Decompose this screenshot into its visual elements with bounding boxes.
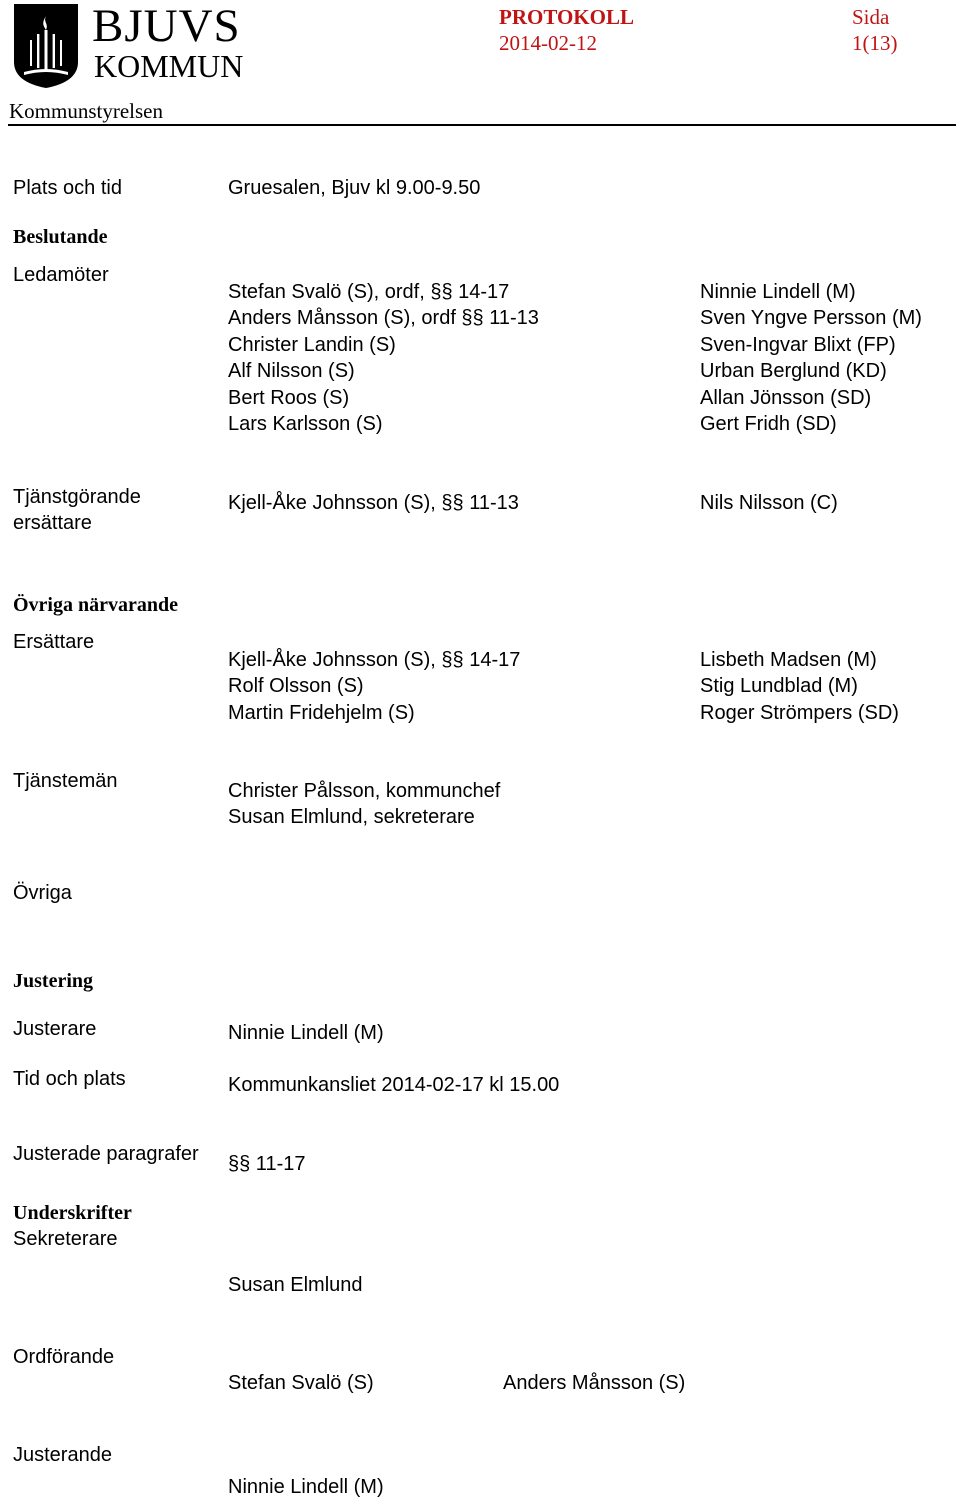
justerare-label: Justerare — [13, 1018, 97, 1040]
justerande-name: Ninnie Lindell (M) — [228, 1476, 384, 1498]
list-item: Bert Roos (S) — [228, 386, 350, 409]
ordforande-name-1: Stefan Svalö (S) — [228, 1372, 374, 1394]
ersattare-label: Ersättare — [13, 631, 95, 653]
beslutande-heading: Beslutande — [13, 226, 108, 248]
tid-och-plats-value: Kommunkansliet 2014-02-17 kl 15.00 — [228, 1074, 560, 1096]
tjanstgorande-left: Kjell-Åke Johnsson (S), §§ 11-13 — [228, 492, 519, 514]
ersattare-left-list — [228, 647, 520, 726]
justerade-paragrafer-value: §§ 11-17 — [228, 1153, 306, 1175]
list-item: Roger Strömpers (SD) — [700, 701, 899, 724]
sekreterare-name: Susan Elmlund — [228, 1274, 363, 1296]
ovriga-label: Övriga — [13, 882, 72, 904]
tjansteman-list — [228, 778, 500, 831]
ledamoter-label: Ledamöter — [13, 264, 109, 286]
tjanstgorande-right: Nils Nilsson (C) — [700, 492, 838, 514]
list-item: Anders Månsson (S), ordf §§ 11-13 — [228, 307, 539, 330]
logo-text-bjuvs: BJUVS — [92, 0, 241, 52]
tjanstgorande-label-line2: ersättare — [13, 512, 92, 534]
list-item: Lars Karlsson (S) — [228, 413, 383, 436]
list-item: Kjell-Åke Johnsson (S), §§ 14-17 — [228, 649, 521, 671]
page-label: Sida — [852, 5, 890, 29]
place-label: Plats och tid — [13, 177, 122, 199]
justerande-label: Justerande — [13, 1444, 112, 1466]
place-value: Gruesalen, Bjuv kl 9.00-9.50 — [228, 177, 481, 199]
list-item: Rolf Olsson (S) — [228, 675, 364, 698]
department-name: Kommunstyrelsen — [9, 99, 163, 123]
list-item: Stefan Svalö (S), ordf, §§ 14-17 — [228, 281, 510, 303]
ledamoter-right-list — [700, 279, 922, 437]
page-number: 1(13) — [852, 31, 898, 55]
tjansteman-label: Tjänstemän — [13, 770, 118, 792]
document-type: PROTOKOLL — [499, 5, 634, 29]
underskrifter-heading: Underskrifter — [13, 1202, 132, 1224]
logo-text-kommun: KOMMUN — [94, 48, 244, 84]
tjanstgorande-label-line1: Tjänstgörande — [13, 486, 141, 508]
list-item: Sven-Ingvar Blixt (FP) — [700, 333, 896, 356]
justering-heading: Justering — [13, 970, 93, 992]
tid-och-plats-label: Tid och plats — [13, 1068, 126, 1090]
list-item: Gert Fridh (SD) — [700, 413, 837, 436]
ordforande-label: Ordförande — [13, 1346, 115, 1368]
list-item: Christer Pålsson, kommunchef — [228, 780, 501, 802]
list-item: Urban Berglund (KD) — [700, 360, 887, 383]
ordforande-name-2: Anders Månsson (S) — [503, 1372, 686, 1394]
list-item: Martin Fridehjelm (S) — [228, 701, 415, 724]
municipal-emblem-icon — [10, 2, 82, 90]
list-item: Lisbeth Madsen (M) — [700, 649, 877, 671]
ledamoter-left-list — [228, 279, 539, 437]
document-date: 2014-02-12 — [499, 31, 597, 55]
ovriga-narvarande-heading: Övriga närvarande — [13, 594, 178, 616]
list-item: Christer Landin (S) — [228, 333, 396, 356]
list-item: Alf Nilsson (S) — [228, 360, 355, 383]
list-item: Sven Yngve Persson (M) — [700, 307, 922, 330]
sekreterare-label: Sekreterare — [13, 1228, 118, 1250]
list-item: Allan Jönsson (SD) — [700, 386, 872, 409]
list-item: Ninnie Lindell (M) — [700, 281, 856, 303]
list-item: Susan Elmlund, sekreterare — [228, 806, 475, 829]
ersattare-right-list — [700, 647, 899, 726]
header-divider — [8, 124, 956, 126]
list-item: Stig Lundblad (M) — [700, 675, 858, 698]
justerare-value: Ninnie Lindell (M) — [228, 1022, 384, 1044]
justerade-paragrafer-label: Justerade paragrafer — [13, 1143, 199, 1165]
